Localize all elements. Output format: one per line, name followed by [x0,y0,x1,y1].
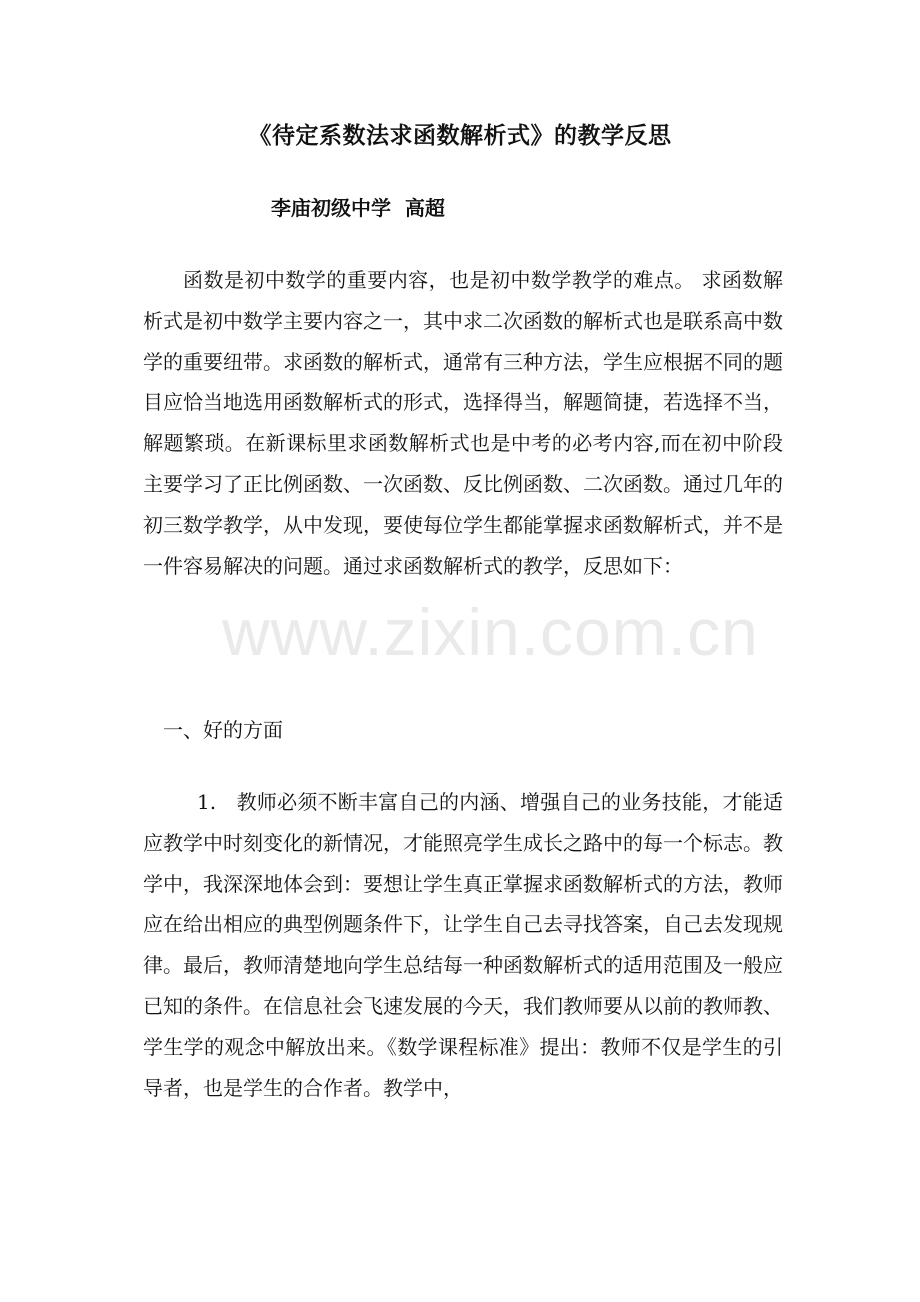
list-item-1: 1. 教师必须不断丰富自己的内涵、增强自己的业务技能，才能适应教学中时刻变化的新情况，才能照亮学生成长之路中的每一个标志。教学中，我深深地体会到：要想让学生真正掌握求函数解析式的方法，教师应在给出相应的典型例题条件下，让学生自己去寻找答案，自己去发现规律。最后，教师清楚地向学生总结每一种函数解析式的适用范围及一般应已知的条件。在信息社会飞速发展的今天，我们教师要从以前的教师教、学生学的观念中解放出来。《数学课程标准》提出：教师不仅是学生的引导者，也是学生的合作者。教学中， [143,790,783,1100]
watermark: www.zixin.com.cn [222,595,759,669]
document-title: 《待定系数法求函数解析式》的教学反思 [248,122,672,149]
section-heading: 一、好的方面 [163,718,283,742]
author-line: 李庙初级中学 高超 [271,196,445,220]
intro-paragraph: 函数是初中数学的重要内容，也是初中数学教学的难点。 求函数解析式是初中数学主要内容之一，其中求二次函数的解析式也是联系高中数学的重要纽带。求函数的解析式，通常有三种方法，学生应根据不同的题目应恰当地选用函数解析式的形式，选择得当，解题简捷，若选择不当，解题繁琐。在新课标里求函数解析式也是中考的必考内容,而在初中阶段主要学习了正比例函数、一次函数、反比例函数、二次函数。通过几年的初三数学教学，从中发现，要使每位学生都能掌握求函数解析式，并不是一件容易解决的问题。通过求函数解析式的教学，反思如下： [143,268,783,578]
